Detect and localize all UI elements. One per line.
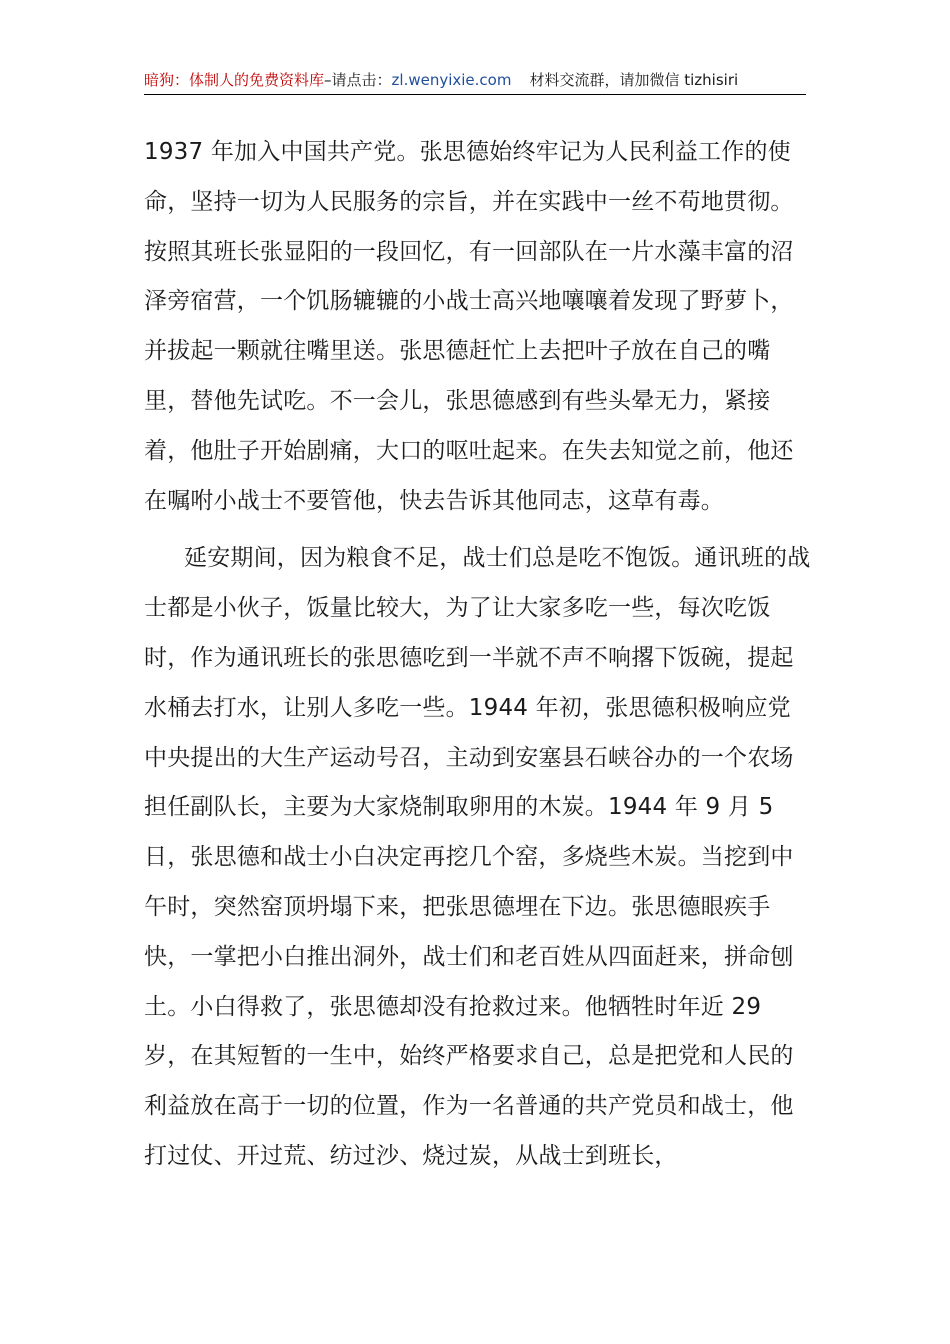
- header-url-link[interactable]: zl.wenyixie.com: [391, 71, 512, 89]
- page-header: [144, 68, 806, 95]
- paragraph-2: 延安期间，因为粮食不足，战士们总是吃不饱饭。通讯班的战士都是小伙子，饭量比较大，为了让大家多吃一些，每次吃饭时，作为通讯班长的张思德吃到一半就不声不响撂下饭碗，提起水桶去打水，让别人多吃一些。1944 年初，张思德积极响应党中央提出的大生产运动号召，主动到安塞县石峡谷办的一个农场担任副队长，主要为大家烧制取卵用的木炭。1944 年 9 月 5 日，张思德和战士小白决定再挖几个窑，多烧些木炭。当挖到中午时，突然窑顶坍塌下来，把张思德埋在下边。张思德眼疾手快，一掌把小白推出洞外，战士们和老百姓从四面赶来，拼命刨土。小白得救了，张思德却没有抢救过来。他牺牲时年近 29 岁，在其短暂的一生中，始终严格要求自己，总是把党和人民的利益放在高于一切的位置，作为一名普通的共产党员和战士，他打过仗、开过荒、纺过沙、烧过炭，从战士到班长，: [144, 545, 811, 1169]
- header-click-prompt: –请点击：: [324, 71, 392, 89]
- paragraph-1: 1937 年加入中国共产党。张思德始终牢记为人民利益工作的使命，坚持一切为人民服务的宗旨，并在实践中一丝不苟地贯彻。按照其班长张显阳的一段回忆，有一回部队在一片水藻丰富的沼泽旁宿营，一个饥肠辘辘的小战士高兴地嚷嚷着发现了野萝卜，并拔起一颗就往嘴里送。张思德赶忙上去把叶子放在自己的嘴里，替他先试吃。不一会儿，张思德感到有些头晕无力，紧接着，他肚子开始剧痛，大口的呕吐起来。在失去知觉之前，他还在嘱咐小战士不要管他，快去告诉其他同志，这草有毒。: [144, 139, 794, 514]
- header-wechat-note: 材料交流群，请加微信 tizhisiri: [529, 71, 739, 89]
- document-body: [144, 128, 812, 1182]
- header-site-name: 暗狗：体制人的免费资料库: [144, 71, 325, 89]
